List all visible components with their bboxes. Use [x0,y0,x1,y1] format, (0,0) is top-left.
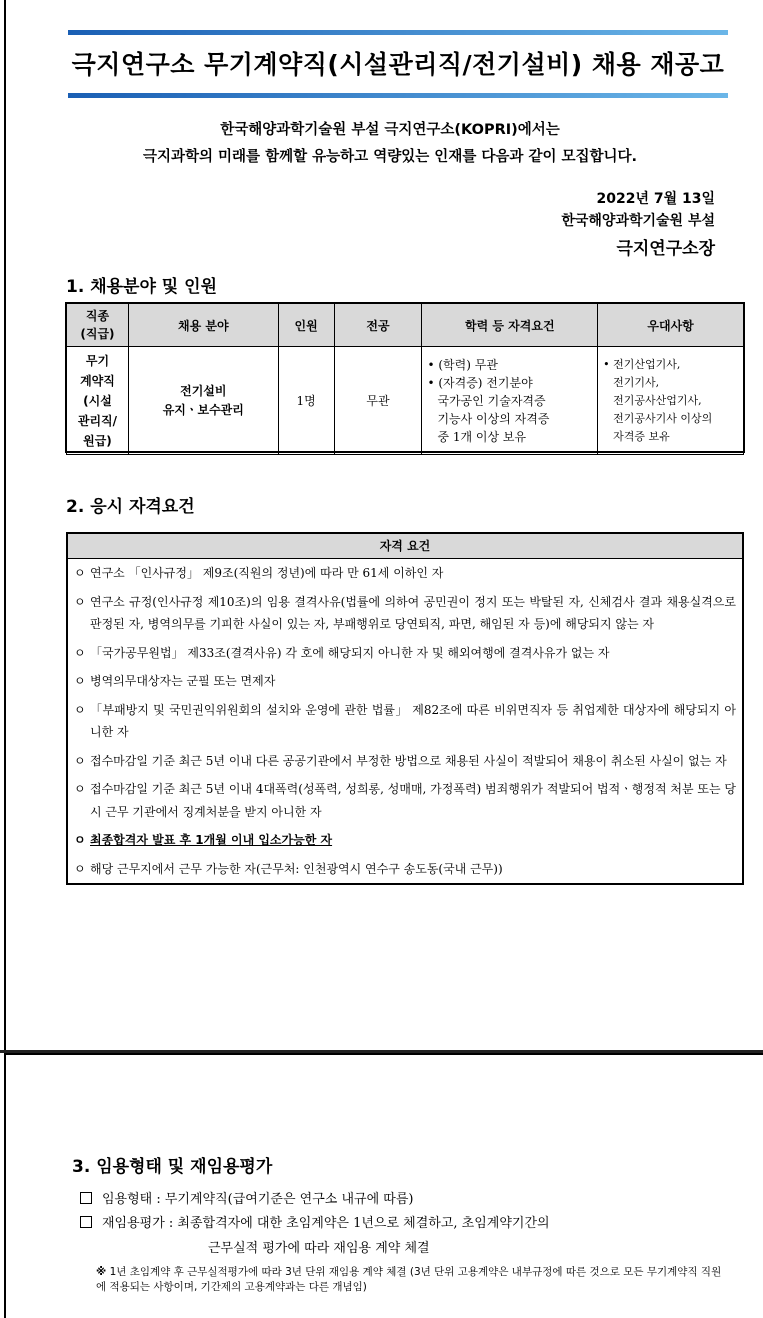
eligibility-list [68,559,742,883]
qualification-item: • (자격증) 전기분야 [427,375,533,390]
header-major: 전공 [334,304,422,347]
reappointment-line [80,1212,550,1231]
preference-item: 전기공사기사 이상의 [613,411,713,425]
intro-line-2: 극지과학의 미래를 함께할 유능하고 역량있는 인재를 다음과 같이 모집합니다. [142,149,638,165]
list-item [68,826,742,855]
reappointment-text: 재임용평가 : 최종합격자에 대한 초임계약은 1년으로 체결하고, 초임계약기간의 [102,1216,550,1231]
bullet-icon: ㅇ [74,702,86,717]
cell-category: 무기 계약직 (시설 관리직/ 원급) [67,347,129,455]
title-bottom-rule [68,93,728,98]
header-field: 채용 분야 [128,304,278,347]
list-item [68,855,742,884]
cell-field: 전기설비 유지ㆍ보수관리 [128,347,278,455]
bullet-icon: ㅇ [74,674,86,688]
requirement-text: 「부패방지 및 국민권익위원회의 설치와 운영에 관한 법률」 제82조에 따른 비위면직자 등 취업제한 대상자에 해당되지 아니한 자 [90,702,736,739]
section-1-heading: 1. 채용분야 및 인원 [66,277,217,297]
title-top-rule [68,30,728,35]
recruitment-table [66,303,744,455]
header-count: 인원 [278,304,334,347]
intro-line-1: 한국해양과학기술원 부설 극지연구소(KOPRI)에서는 [220,122,560,138]
table-row [67,347,744,455]
qualification-item: • (학력) 무관 [427,357,498,372]
eligibility-table [66,532,744,885]
reappointment-line-cont: 근무실적 평가에 따라 재임용 계약 체결 [208,1241,430,1256]
qualification-item: 국가공인 기술자격증 [437,393,546,408]
cell-qualifications [422,347,598,455]
list-item [68,775,742,826]
preference-item: 전기기사, [613,375,660,389]
header-preferences: 우대사항 [598,304,744,347]
notice-date: 2022년 7월 13일 [596,191,715,207]
signer: 극지연구소장 [616,239,715,259]
bullet-icon: ㅇ [74,753,86,768]
list-item [68,667,742,696]
qualification-item: 기능사 이상의 자격증 [437,411,550,426]
bullet-icon: ㅇ [74,861,86,876]
footnote [96,1265,726,1295]
issuing-organization: 한국해양과학기술원 부설 [561,213,715,229]
footnote-text: 1년 초임계약 후 근무실적평가에 따라 3년 단위 재임용 계약 체결 (3년 단위 고용계약은 내부규정에 따른 것으로 모든 무기계약직 직원에 적용되는 사항이며, 기간제의 고용계약과는 다른 개념임) [96,1266,722,1293]
list-item [68,747,742,776]
page-title: 극지연구소 무기계약직(시설관리직/전기설비) 채용 재공고 [71,50,725,79]
list-item [68,639,742,668]
bullet-icon: ㅇ [74,645,86,660]
preference-item: 전기공사산업기사, [613,393,702,407]
checkbox-icon [80,1192,92,1204]
requirement-text: 병역의무대상자는 군필 또는 면제자 [90,674,276,688]
cell-count: 1명 [278,347,334,455]
cell-preferences [598,347,744,455]
preference-item: 자격증 보유 [613,429,670,443]
requirement-text: 연구소 「인사규정」 제9조(직원의 정년)에 따라 만 61세 이하인 자 [90,566,444,580]
cell-major: 무관 [334,347,422,455]
section-2-heading: 2. 응시 자격요건 [66,497,195,517]
header-category: 직종 (직급) [67,304,129,347]
employment-type-text: 임용형태 : 무기계약직(급여기준은 연구소 내규에 따름) [102,1192,414,1207]
header-qualifications: 학력 등 자격요건 [422,304,598,347]
bullet-icon: ㅇ [74,566,86,580]
bullet-icon: ㅇ [74,594,86,609]
requirement-text: 접수마감일 기준 최근 5년 이내 다른 공공기관에서 부정한 방법으로 채용된 사실이 적발되어 채용이 취소된 사실이 없는 자 [90,753,727,768]
checkbox-icon [80,1216,92,1228]
requirement-text: 연구소 규정(인사규정 제10조)의 임용 결격사유(법률에 의하여 공민권이 정지 또는 박탈된 자, 신체검사 결과 채용실격으로 판정된 자, 병역의무를 기피한 사실이 있는 자, 부패행위로 당연퇴직, 파면, 해임된 자 등)에 해당되지 않는 자 [90,594,736,631]
list-item [68,696,742,747]
reference-mark-icon: ※ [96,1266,107,1278]
employment-type-line [80,1188,413,1207]
bullet-icon: ㅇ [74,833,86,847]
bullet-icon: ㅇ [74,782,86,796]
requirement-text: 해당 근무지에서 근무 가능한 자(근무처: 인천광역시 연수구 송도동(국내 근무)) [90,861,503,876]
requirement-text: 최종합격자 발표 후 1개월 이내 입소가능한 자 [90,833,333,847]
list-item [68,588,742,639]
section-3-heading: 3. 임용형태 및 재임용평가 [72,1157,273,1177]
qualification-item: 중 1개 이상 보유 [437,429,527,444]
list-item [68,559,742,588]
eligibility-table-header: 자격 요건 [68,534,742,559]
preference-item: • 전기산업기사, [603,357,681,371]
requirement-text: 「국가공무원법」 제33조(결격사유) 각 호에 해당되지 아니한 자 및 해외여행에 결격사유가 없는 자 [90,645,610,660]
table-header-row [67,304,744,347]
requirement-text: 접수마감일 기준 최근 5년 이내 4대폭력(성폭력, 성희롱, 성매매, 가정폭력) 범죄행위가 적발되어 법적ㆍ행정적 처분 또는 당시 근무 기관에서 징계처분을 받지 아니한 자 [90,782,736,819]
